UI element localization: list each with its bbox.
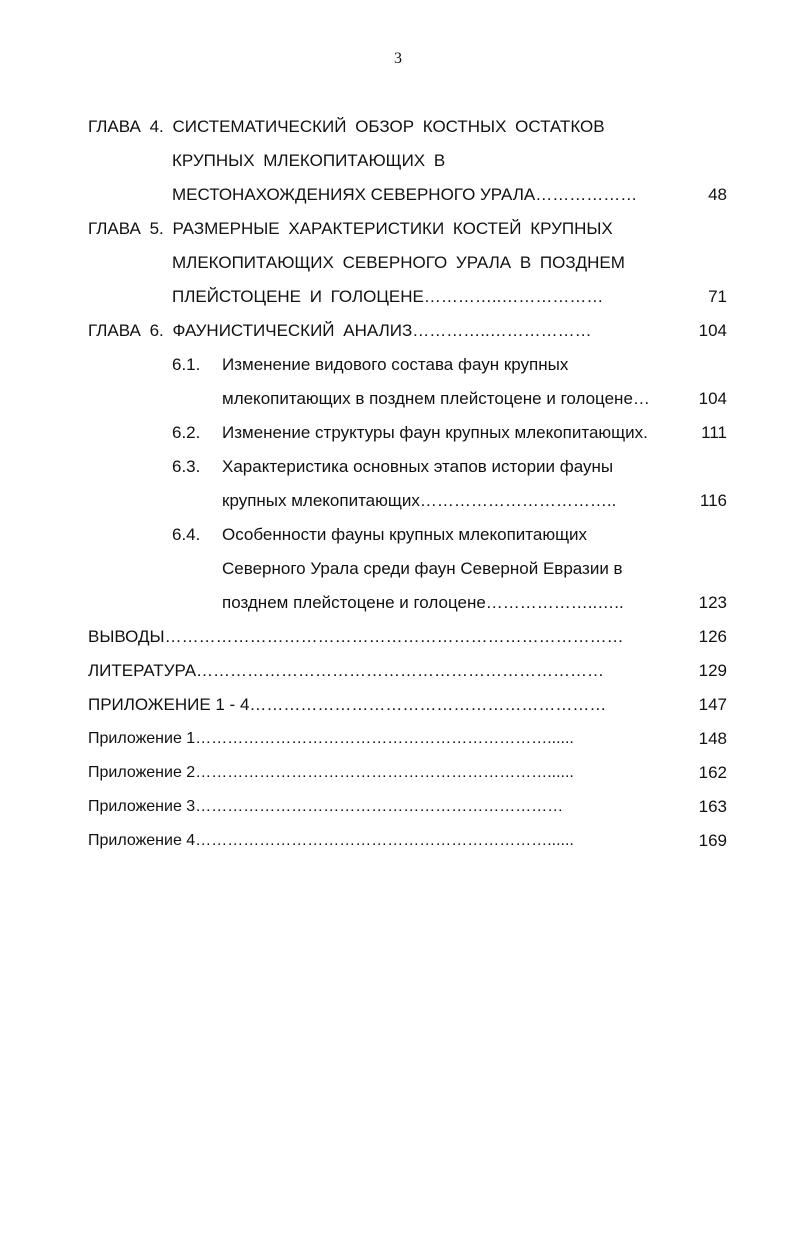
section-6-3-title-line-1: Характеристика основных этапов истории фауны (222, 457, 614, 476)
appendix-3-page: 163 (698, 797, 727, 816)
conclusions-page: 126 (698, 627, 727, 646)
section-6-4-title-line-1: Особенности фауны крупных млекопитающих (222, 525, 588, 544)
page-number: 3 (394, 50, 402, 67)
appendix-2-title: Приложение 2…………………………………………………………...... (88, 764, 574, 781)
chapter-5-title-line-3: ПЛЕЙСТОЦЕНЕ И ГОЛОЦЕНЕ…………..……………… (172, 287, 604, 306)
section-6-3-page: 116 (699, 491, 727, 510)
section-6-1-page: 104 (698, 389, 727, 408)
section-6-2-page: 111 (701, 423, 727, 442)
appendix-4-page: 169 (698, 831, 727, 850)
section-6-4-page: 123 (698, 593, 727, 612)
chapter-6-title: ГЛАВА 6. ФАУНИСТИЧЕСКИЙ АНАЛИЗ…………..……………… (88, 321, 592, 340)
chapter-5-title-line-2: МЛЕКОПИТАЮЩИХ СЕВЕРНОГО УРАЛА В ПОЗДНЕМ (172, 253, 625, 272)
chapter-5-title-line-1: ГЛАВА 5. РАЗМЕРНЫЕ ХАРАКТЕРИСТИКИ КОСТЕЙ КРУПНЫХ (88, 219, 613, 238)
appendices-title: ПРИЛОЖЕНИЕ 1 - 4……………………………………………………… (88, 695, 607, 714)
appendix-2-page: 162 (698, 763, 727, 782)
conclusions-title: ВЫВОДЫ……………………………………………………………………… (88, 627, 624, 646)
section-6-1-title-line-2: млекопитающих в позднем плейстоцене и голоцене… (222, 389, 650, 408)
section-6-1-number: 6.1. (172, 355, 201, 374)
appendix-4-title: Приложение 4…………………………………………………………...... (88, 832, 574, 849)
appendix-1-title: Приложение 1…………………………………………………………...... (88, 730, 574, 747)
section-6-3-title-line-2: крупных млекопитающих…………………………….. (222, 491, 617, 510)
section-6-1-title-line-1: Изменение видового состава фаун крупных (222, 355, 569, 374)
section-6-2-number: 6.2. (172, 423, 201, 442)
chapter-4-title-line-3: МЕСТОНАХОЖДЕНИЯХ СЕВЕРНОГО УРАЛА……………… (172, 185, 638, 204)
chapter-4-title-line-2: КРУПНЫХ МЛЕКОПИТАЮЩИХ В (172, 151, 446, 170)
appendix-3-title: Приложение 3…………………………………………………………… (88, 798, 564, 815)
section-6-2-title: Изменение структуры фаун крупных млекопитающих. (222, 423, 648, 442)
chapter-6-page: 104 (698, 321, 727, 340)
literature-page: 129 (698, 661, 727, 680)
appendix-1-page: 148 (698, 729, 727, 748)
section-6-4-title-line-3: позднем плейстоцене и голоцене………………..….. (222, 593, 624, 612)
section-6-4-number: 6.4. (172, 525, 201, 544)
chapter-4-title-line-1: ГЛАВА 4. СИСТЕМАТИЧЕСКИЙ ОБЗОР КОСТНЫХ ОСТАТКОВ (88, 117, 605, 136)
chapter-4-page: 48 (708, 185, 727, 204)
literature-title: ЛИТЕРАТУРА……………………………………………………………… (88, 661, 605, 680)
appendices-page: 147 (698, 695, 727, 714)
section-6-3-number: 6.3. (172, 457, 201, 476)
section-6-4-title-line-2: Северного Урала среди фаун Северной Евразии в (222, 559, 623, 578)
chapter-5-page: 71 (708, 287, 727, 306)
